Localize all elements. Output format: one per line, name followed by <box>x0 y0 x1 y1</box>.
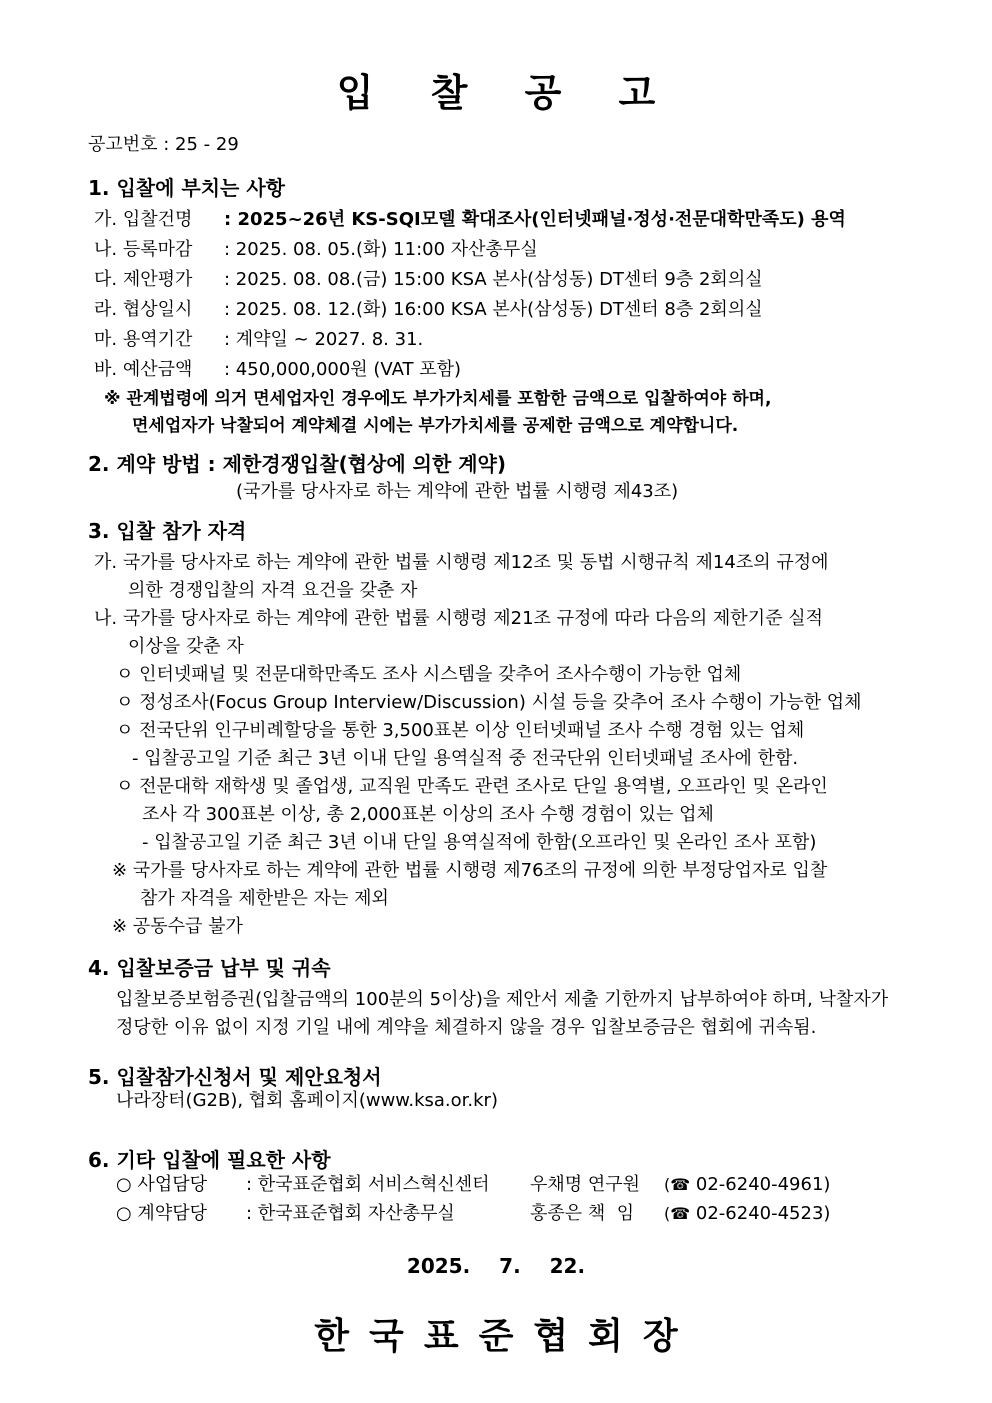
s1-item-4-label: 라. 협상일시 <box>94 299 193 320</box>
s3-criterion-3: ㅇ 전국단위 인구비례할당을 통한 3,500표본 이상 인터넷패널 조사 수행 경험 있는 업체 <box>116 720 805 741</box>
s3-b-line-1: 나. 국가를 당사자로 하는 계약에 관한 법률 시행령 제21조 규정에 따라 다음의 제한기준 실적 <box>94 608 823 629</box>
s1-item-2 <box>94 235 538 261</box>
section-1-heading: 1. 입찰에 부치는 사항 <box>88 176 285 200</box>
s1-item-5-label: 마. 용역기간 <box>94 329 193 350</box>
s1-note-1: ※ 관계법령에 의거 면세업자인 경우에도 부가가치세를 포함한 금액으로 입찰하여야 하며, <box>104 389 772 409</box>
s1-item-5 <box>94 325 423 351</box>
s6-contact-1 <box>116 1170 830 1196</box>
s1-item-2-label: 나. 등록마감 <box>94 239 193 260</box>
s6-contact-1-phone: 02-6240-4961) <box>695 1174 831 1195</box>
s3-b-line-2: 이상을 갖춘 자 <box>128 636 244 657</box>
issuer-name: 한국표준협회장 <box>314 1316 698 1357</box>
s3-criterion-2: ㅇ 정성조사(Focus Group Interview/Discussion) 시설 등을 갖추어 조사 수행이 가능한 업체 <box>116 692 862 713</box>
s2-sub: (국가를 당사자로 하는 계약에 관한 법률 시행령 제43조) <box>236 481 679 502</box>
s6-contact-2-phone: 02-6240-4523) <box>695 1203 831 1224</box>
s5-line-1: 나라장터(G2B), 협회 홈페이지(www.ksa.or.kr) <box>116 1090 498 1111</box>
s4-line-1: 입찰보증보험증권(입찰금액의 100분의 5이상)을 제안서 제출 기한까지 납부하여야 하며, 낙찰자가 <box>116 989 889 1010</box>
section-6-heading: 6. 기타 입찰에 필요한 사항 <box>88 1148 331 1172</box>
s3-criterion-4-sub: - 입찰공고일 기준 최근 3년 이내 단일 용역실적에 한함(오프라인 및 온라인 조사 포함) <box>142 832 817 853</box>
s1-item-6-label: 바. 예산금액 <box>94 359 193 380</box>
notice-number: 공고번호 : 25 - 29 <box>88 134 239 155</box>
s1-item-4 <box>94 295 763 321</box>
phone-icon: (☎ <box>664 1204 691 1223</box>
section-4-heading: 4. 입찰보증금 납부 및 귀속 <box>88 956 331 980</box>
issue-date: 2025. 7. 22. <box>406 1254 586 1278</box>
s1-item-3-label: 다. 제안평가 <box>94 269 193 290</box>
s6-contact-1-label: ○ 사업담당 <box>116 1174 207 1195</box>
s1-note-2: 면세업자가 낙찰되어 계약체결 시에는 부가가치세를 공제한 금액으로 계약합니다. <box>132 416 739 436</box>
s1-item-5-value: : 계약일 ~ 2027. 8. 31. <box>224 329 424 350</box>
s6-contact-2-label: ○ 계약담당 <box>116 1203 207 1224</box>
s1-item-6-value: : 450,000,000원 (VAT 포함) <box>224 359 462 380</box>
s3-a-line-1: 가. 국가를 당사자로 하는 계약에 관한 법률 시행령 제12조 및 동법 시행규칙 제14조의 규정에 <box>94 552 829 573</box>
s3-note-1-line-1: ※ 국가를 당사자로 하는 계약에 관한 법률 시행령 제76조의 규정에 의한 부정당업자로 입찰 <box>112 860 828 881</box>
s3-criterion-4-line-2: 조사 각 300표본 이상, 총 2,000표본 이상의 조사 수행 경험이 있는 업체 <box>142 804 714 825</box>
s1-item-1 <box>94 205 846 231</box>
s3-note-2: ※ 공동수급 불가 <box>112 916 243 937</box>
page-title: 입 찰 공 고 <box>336 71 678 115</box>
s4-line-2: 정당한 이유 없이 지정 기일 내에 계약을 체결하지 않을 경우 입찰보증금은 협회에 귀속됨. <box>116 1017 817 1038</box>
s1-item-3 <box>94 265 763 291</box>
s1-item-2-value: : 2025. 08. 05.(화) 11:00 자산총무실 <box>224 239 538 260</box>
s6-contact-2-person: 홍종은 책 임 <box>530 1203 635 1224</box>
s6-contact-1-org: : 한국표준협회 서비스혁신센터 <box>246 1174 490 1195</box>
s3-criterion-1: ㅇ 인터넷패널 및 전문대학만족도 조사 시스템을 갖추어 조사수행이 가능한 업체 <box>116 664 742 685</box>
phone-icon: (☎ <box>664 1175 691 1194</box>
section-3-heading: 3. 입찰 참가 자격 <box>88 519 247 543</box>
s6-contact-1-person: 우채명 연구원 <box>530 1174 641 1195</box>
section-2-heading: 2. 계약 방법 : 제한경쟁입찰(협상에 의한 계약) <box>88 452 507 476</box>
s1-item-4-value: : 2025. 08. 12.(화) 16:00 KSA 본사(삼성동) DT센터 8층 2회의실 <box>224 299 763 320</box>
s1-item-1-label: 가. 입찰건명 <box>94 209 193 230</box>
s1-item-3-value: : 2025. 08. 08.(금) 15:00 KSA 본사(삼성동) DT센터 9층 2회의실 <box>224 269 763 290</box>
section-5-heading: 5. 입찰참가신청서 및 제안요청서 <box>88 1065 382 1089</box>
s3-a-line-2: 의한 경쟁입찰의 자격 요건을 갖춘 자 <box>128 580 418 601</box>
s6-contact-2-org: : 한국표준협회 자산총무실 <box>246 1203 455 1224</box>
s1-item-1-value: : 2025~26년 KS-SQI모델 확대조사(인터넷패널·정성·전문대학만족도) 용역 <box>224 209 846 230</box>
s3-criterion-4-line-1: ㅇ 전문대학 재학생 및 졸업생, 교직원 만족도 관련 조사로 단일 용역별, 오프라인 및 온라인 <box>116 776 828 797</box>
s6-contact-2 <box>116 1199 830 1225</box>
s1-item-6 <box>94 355 461 381</box>
s3-note-1-line-2: 참가 자격을 제한받은 자는 제외 <box>140 888 389 909</box>
s3-criterion-3-sub: - 입찰공고일 기준 최근 3년 이내 단일 용역실적 중 전국단위 인터넷패널 조사에 한함. <box>132 748 799 769</box>
